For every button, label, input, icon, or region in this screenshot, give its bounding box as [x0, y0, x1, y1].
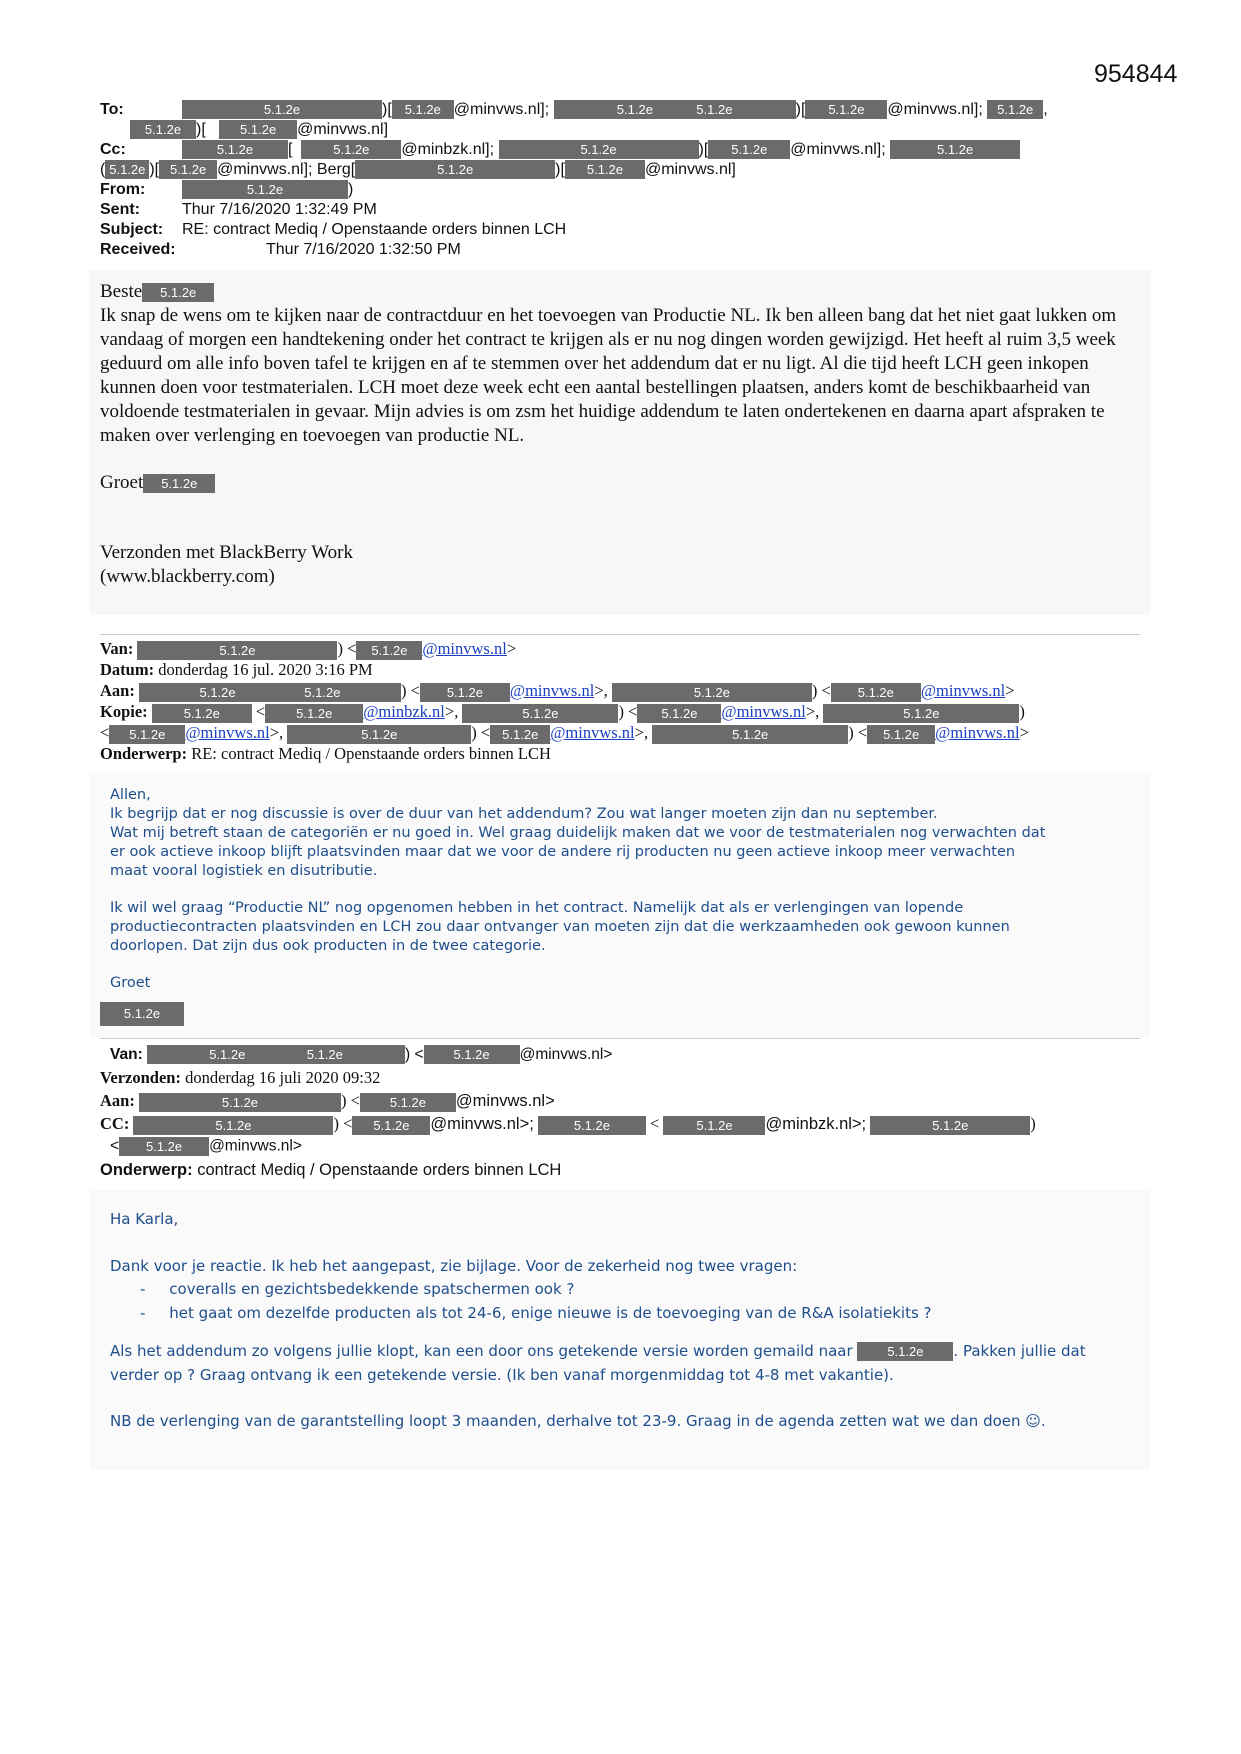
bullet-dash-icon: - [140, 1304, 146, 1322]
redaction-box: 5.1.2e [867, 725, 935, 744]
email-domain: @minvws.nl]; [453, 101, 550, 118]
subject-value: RE: contract Mediq / Openstaande orders binnen LCH [182, 221, 567, 238]
email-domain: @minbzk.nl]; [401, 141, 495, 158]
redaction-box: 5.1.2e [612, 683, 812, 702]
redaction-box: 5.1.2e [708, 140, 790, 159]
redaction-box: 5.1.2e [142, 283, 214, 302]
redaction-box: 5.1.2e [119, 1137, 209, 1156]
email-link[interactable]: @minbzk.nl [363, 702, 445, 721]
quote1-signature [100, 1002, 184, 1026]
redaction-box: 5.1.2e [139, 1093, 341, 1112]
email-domain: @minvws.nl> [519, 1046, 613, 1063]
redaction-box: 5.1.2e [538, 1116, 646, 1135]
quote1-body: Allen, Ik begrijp dat er nog discussie is over de duur van het addendum? Zou wat langer moeten zijn dan nu september. Wat mij betreft staan de categoriën er nu goed in. Wel graag duidelijk maken dat we voor de testmaterialen nog verwachten dat er ook actieve inkoop blijft plaatsvinden maar dat we voor de andere rij producten nu geen actieve inkoop meer verwachten maat vooral logistiek en disutributie. Ik wil wel graag “Productie NL” nog opgenomen hebben in het contract. Namelijk dat als er verlengingen van lopende productiecontracten plaatsvinden en LCH zou daar ontvanger van moeten zijn dat die werkzaamheden ook gewoon kunnen doorlopen. Dat zijn dus ook producten in de twee categorie. Groet [110, 787, 1046, 991]
cc-recipients-1: 5.1.2e [ 5.1.2e @minbzk.nl]; 5.1.2e )[ 5.1.2e @minvws.nl]; 5.1.2e [182, 140, 1020, 160]
redaction-box: 5.1.2e [462, 704, 618, 723]
received-value: Thur 7/16/2020 1:32:50 PM [266, 241, 461, 258]
redaction-box: 5.1.2e [182, 140, 288, 159]
quote2-paragraph-3: NB de verlenging van de garantstelling loopt 3 maanden, derhalve tot 23-9. Graag in de agenda zetten wat we dan doen ☺. [110, 1412, 1046, 1430]
quote2-verzonden-line: Verzonden: donderdag 16 juli 2020 09:32 [100, 1068, 381, 1087]
from-label: From: [100, 181, 146, 198]
redaction-box: 5.1.2e [987, 100, 1043, 119]
redaction-box: 5.1.2e [265, 704, 363, 723]
email-domain: @minvws.nl]; [887, 101, 983, 118]
redaction-box: 5.1.2e [823, 704, 1019, 723]
greeting-line: Beste 5.1.2e [100, 281, 214, 303]
quote2-van-line: Van: 5.1.2e 5.1.2e ) < 5.1.2e @minvws.nl> [110, 1046, 613, 1063]
email-link[interactable]: @minvws.nl [721, 702, 806, 721]
to-label: To: [100, 101, 124, 118]
cc-label: Cc: [100, 141, 126, 158]
quote-divider [100, 1038, 1140, 1039]
redaction-box: 5.1.2e [392, 100, 454, 119]
email-domain: @minvws.nl> [455, 1092, 555, 1110]
redaction-box: 5.1.2e [130, 120, 196, 139]
email-link[interactable]: @minvws.nl [550, 723, 635, 742]
quote2-onderwerp-line: Onderwerp: contract Mediq / Openstaande orders binnen LCH [100, 1161, 562, 1179]
redaction-box: 5.1.2e 5.1.2e [554, 100, 796, 119]
redaction-box: 5.1.2e [565, 160, 645, 179]
email-domain: @minvws.nl]; [790, 141, 886, 158]
redaction-box: 5.1.2e [652, 725, 848, 744]
quote2-paragraph-2-cont: verder op ? Graag ontvang ik een getekende versie. (Ik ben vanaf morgenmiddag tot 4-8 met vakantie). [110, 1366, 894, 1384]
message-paragraph: Ik snap de wens om te kijken naar de contractduur en het toevoegen van Productie NL. Ik ben alleen bang dat het niet gaat lukken om vandaag of morgen een handtekening onder het contract te krijgen als er nu nog dingen worden gewijzigd. Het heeft al ruim 3,5 week geduurd om alle info boven tafel te krijgen en af te stemmen over het addendum dat er nu ligt. Al die tijd heeft LCH geen inkopen kunnen doen voor testmaterialen. LCH moet deze week echt een aantal bestellingen plaatsen, anders komt de beschikbaarheid van voldoende testmaterialen in gevaar. Mijn advies is om zsm het huidige addendum te laten ondertekenen en daarna apart afspraken te maken over verlenging en toevoegen van productie NL. [100, 305, 1117, 446]
quote2-paragraph-2: Als het addendum zo volgens jullie klopt, kan een door ons getekende versie worden gemaild naar 5.1.2e . Pakken jullie dat [110, 1342, 1086, 1360]
email-domain: @minbzk.nl>; [765, 1115, 867, 1133]
quote2-cc-line-2: < 5.1.2e @minvws.nl> [110, 1137, 302, 1155]
email-link[interactable]: @minvws.nl [185, 723, 270, 742]
quote1-onderwerp-line: Onderwerp: RE: contract Mediq / Openstaande orders binnen LCH [100, 744, 551, 763]
redaction-box: 5.1.2e [143, 474, 215, 493]
redaction-box: 5.1.2e [360, 1093, 456, 1112]
quote1-kopie-line-2: < 5.1.2e @minvws.nl>, 5.1.2e ) < 5.1.2e @minvws.nl>, 5.1.2e ) < 5.1.2e @minvws.nl> [100, 723, 1029, 742]
redaction-box: 5.1.2e [356, 641, 422, 660]
redaction-box: 5.1.2e [137, 641, 337, 660]
quote1-datum-line: Datum: donderdag 16 jul. 2020 3:16 PM [100, 660, 373, 679]
redaction-box: 5.1.2e [152, 704, 252, 723]
quote1-aan-line: Aan: 5.1.2e 5.1.2e ) < 5.1.2e @minvws.nl>, 5.1.2e ) < 5.1.2e @minvws.nl> [100, 681, 1015, 700]
quote2-aan-line: Aan: 5.1.2e ) < 5.1.2e @minvws.nl> [100, 1091, 555, 1110]
redaction-box: 5.1.2e [219, 120, 297, 139]
email-domain: @minvws.nl>; [430, 1115, 534, 1133]
quote2-bullet-1: - coveralls en gezichtsbedekkende spatschermen ook ? [140, 1280, 575, 1298]
to-line-1 [100, 100, 124, 120]
redaction-box: 5.1.2e [831, 683, 921, 702]
quote1-van-line: Van: 5.1.2e ) < 5.1.2e @minvws.nl> [100, 639, 517, 658]
redaction-box: 5.1.2e [352, 1116, 430, 1135]
redaction-box: 5.1.2e 5.1.2e [147, 1045, 405, 1064]
email-link[interactable]: @minvws.nl [920, 681, 1006, 700]
to-recipients-1: 5.1.2e )[ 5.1.2e @minvws.nl]; 5.1.2e 5.1.2e )[ 5.1.2e @minvws.nl]; 5.1.2e , [182, 100, 1048, 120]
quote-divider [100, 634, 1140, 635]
email-link[interactable]: @minvws.nl [422, 639, 507, 658]
sent-label: Sent: [100, 201, 140, 218]
redaction-box: 5.1.2e [870, 1116, 1030, 1135]
redaction-box: 5.1.2e [424, 1045, 520, 1064]
redaction-box: 5.1.2e [805, 100, 887, 119]
quote2-paragraph-1: Dank voor je reactie. Ik heb het aangepast, zie bijlage. Voor de zekerheid nog twee vragen: [110, 1257, 798, 1275]
email-domain: @minvws.nl]; Berg [217, 161, 351, 178]
signature-line-2: (www.blackberry.com) [100, 566, 275, 587]
redaction-box: 5.1.2e [499, 140, 699, 159]
redaction-box: 5.1.2e [663, 1116, 765, 1135]
cc-recipients-2: ( 5.1.2e )[ 5.1.2e @minvws.nl]; Berg[ 5.1.2e )[ 5.1.2e @minvws.nl] [100, 161, 736, 178]
to-recipients-2: 5.1.2e )[ 5.1.2e @minvws.nl] [130, 120, 388, 140]
email-domain: @minvws.nl] [644, 161, 736, 178]
received-label: Received: [100, 241, 176, 258]
email-domain: @minvws.nl> [209, 1137, 302, 1155]
closing-line: Groet 5.1.2e [100, 472, 215, 494]
redaction-box: 5.1.2e [355, 160, 555, 179]
redaction-box: 5.1.2e [133, 1116, 333, 1135]
subject-label: Subject: [100, 221, 164, 238]
redaction-box: 5.1.2e [420, 683, 510, 702]
from-value: 5.1.2e ) [182, 180, 353, 200]
redaction-box: 5.1.2e [105, 160, 149, 179]
quote1-kopie-line: Kopie: 5.1.2e < 5.1.2e @minbzk.nl>, 5.1.2e ) < 5.1.2e @minvws.nl>, 5.1.2e ) [100, 702, 1025, 721]
email-link[interactable]: @minvws.nl [509, 681, 595, 700]
redaction-box: 5.1.2e [301, 140, 401, 159]
redaction-box: 5.1.2e [287, 725, 471, 744]
redaction-box: 5.1.2e [182, 100, 382, 119]
email-domain: @minvws.nl] [297, 121, 389, 138]
redaction-box: 5.1.2e [857, 1342, 953, 1361]
sent-value: Thur 7/16/2020 1:32:49 PM [182, 201, 377, 218]
signature-line-1: Verzonden met BlackBerry Work [100, 542, 353, 563]
redaction-box: 5.1.2e [109, 725, 185, 744]
redaction-box: 5.1.2e [637, 704, 721, 723]
email-link[interactable]: @minvws.nl [935, 723, 1020, 742]
redaction-box: 5.1.2e [490, 725, 550, 744]
redaction-box: 5.1.2e [100, 1002, 184, 1026]
bullet-dash-icon: - [140, 1280, 146, 1298]
redaction-box: 5.1.2e [890, 140, 1020, 159]
redaction-box: 5.1.2e 5.1.2e [139, 683, 401, 702]
quote2-greeting: Ha Karla, [110, 1210, 179, 1228]
redaction-box: 5.1.2e [182, 180, 348, 199]
redaction-box: 5.1.2e [159, 160, 217, 179]
quote2-cc-line: CC: 5.1.2e ) < 5.1.2e @minvws.nl>; 5.1.2e < 5.1.2e @minbzk.nl>; 5.1.2e ) [100, 1114, 1036, 1133]
document-number: 954844 [1094, 60, 1178, 88]
quote2-bullet-2: - het gaat om dezelfde producten als tot 24-6, enige nieuwe is de toevoeging van de R&A isolatiekits ? [140, 1304, 932, 1322]
